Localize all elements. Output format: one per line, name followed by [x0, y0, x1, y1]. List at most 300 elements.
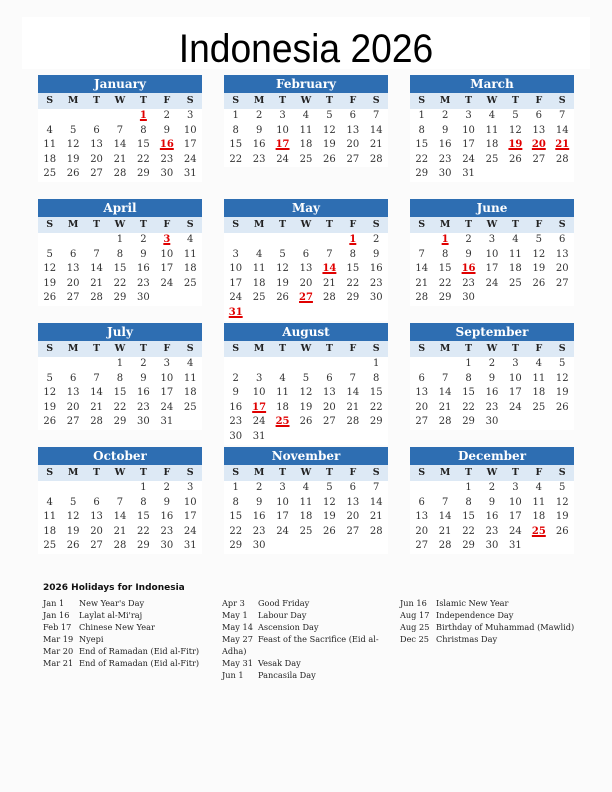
calendar-date: 16	[137, 263, 150, 275]
holiday-name: Pancasila Day	[258, 670, 316, 680]
calendar-date: 30	[160, 168, 174, 180]
calendar-date: 13	[299, 263, 313, 275]
calendar-date: 16	[369, 263, 383, 275]
calendar-date: 5	[46, 248, 53, 260]
day-of-week-label: S	[418, 467, 426, 478]
calendar-date: 17	[462, 139, 475, 151]
holiday-item	[43, 645, 219, 657]
day-of-week-label: W	[114, 343, 126, 354]
holiday-item	[222, 609, 398, 621]
calendar-date: 19	[323, 139, 336, 151]
empty-cell	[247, 357, 270, 372]
month-february	[224, 75, 388, 167]
calendar-date: 3	[512, 482, 519, 493]
calendar-date: 13	[555, 248, 569, 260]
empty-cell	[318, 233, 341, 248]
calendar-date: 24	[509, 525, 522, 537]
empty-cell	[365, 306, 388, 321]
day-of-week-label: M	[67, 343, 79, 354]
holiday-name: Independence Day	[436, 610, 514, 620]
day-of-week-label: W	[300, 343, 312, 354]
calendar-date: 10	[229, 263, 243, 275]
calendar-date: 4	[255, 248, 263, 260]
empty-cell	[318, 357, 341, 372]
calendar-date: 28	[113, 168, 127, 180]
week-row	[38, 525, 202, 540]
week-row	[224, 248, 388, 263]
month-december	[410, 447, 574, 554]
week-row	[410, 401, 574, 416]
calendar-date: 17	[183, 139, 197, 151]
week-row	[38, 496, 202, 511]
week-row	[410, 357, 574, 372]
calendar-date: 28	[323, 292, 336, 304]
holiday-date-label: Aug 17	[400, 610, 430, 620]
holiday-date-label: Feb 17	[43, 622, 72, 632]
day-of-week-label: W	[114, 467, 126, 478]
calendar-date: 11	[43, 139, 57, 151]
week-row	[224, 109, 388, 124]
calendar-date: 26	[509, 153, 522, 165]
calendar-date: 24	[183, 153, 197, 165]
holidays-column	[400, 597, 576, 645]
calendar-date: 18	[43, 153, 57, 165]
calendar-date: 21	[415, 277, 429, 289]
calendar-date: 26	[299, 416, 313, 428]
holiday-name: Labour Day	[258, 610, 307, 620]
empty-cell	[61, 109, 84, 124]
month-header: December	[410, 447, 574, 465]
calendar-date: 4	[187, 234, 194, 245]
calendar-date: 18	[183, 263, 197, 275]
holiday-date: 1	[441, 234, 449, 245]
empty-cell	[85, 109, 108, 124]
day-of-week-label: T	[93, 467, 101, 478]
day-of-week-row	[38, 217, 202, 233]
calendar-date: 21	[113, 525, 127, 537]
calendar-date: 2	[441, 110, 449, 121]
calendar-date: 27	[66, 416, 80, 428]
day-of-week-label: S	[46, 343, 54, 354]
week-row	[38, 386, 202, 401]
calendar-date: 6	[535, 110, 542, 121]
calendar-date: 15	[438, 263, 452, 275]
holiday-date: 31	[228, 306, 243, 318]
day-of-week-label: S	[46, 219, 54, 230]
calendar-date: 19	[276, 277, 289, 289]
empty-cell	[504, 167, 527, 182]
empty-cell	[61, 481, 84, 496]
day-of-week-label: T	[139, 467, 147, 478]
calendar-date: 16	[438, 139, 452, 151]
holiday-item	[43, 657, 219, 669]
calendar-date: 24	[160, 277, 174, 289]
empty-cell	[271, 430, 294, 445]
page-title: Indonesia 2026	[178, 27, 434, 71]
empty-cell	[224, 357, 247, 372]
calendar-date: 14	[346, 387, 360, 399]
calendar-date: 24	[462, 153, 475, 165]
calendar-date: 18	[532, 387, 546, 399]
calendar-date: 30	[369, 292, 383, 304]
holiday-date-label: Mar 19	[43, 634, 74, 644]
day-of-week-label: S	[372, 467, 380, 478]
week-row	[224, 124, 388, 139]
week-row	[38, 415, 202, 430]
day-of-week-label: M	[67, 95, 79, 106]
calendar-date: 16	[160, 511, 174, 523]
calendar-date: 18	[509, 263, 522, 275]
calendar-date: 6	[302, 248, 310, 260]
calendar-date: 2	[488, 358, 496, 369]
calendar-date: 1	[116, 234, 124, 245]
empty-cell	[480, 167, 503, 182]
calendar-date: 19	[299, 401, 313, 413]
calendar-date: 13	[415, 511, 429, 523]
empty-cell	[38, 481, 61, 496]
calendar-date: 10	[276, 124, 289, 136]
calendar-date: 6	[349, 110, 356, 121]
week-row	[38, 153, 202, 168]
month-header: March	[410, 75, 574, 93]
holiday-date-label: May 31	[222, 658, 253, 668]
day-of-week-label: T	[325, 95, 333, 106]
calendar-date: 7	[349, 372, 356, 384]
day-of-week-label: W	[300, 467, 312, 478]
calendar-date: 20	[346, 511, 360, 523]
calendar-date: 17	[160, 387, 174, 399]
day-of-week-row	[38, 341, 202, 357]
empty-cell	[247, 233, 270, 248]
calendar-date: 12	[43, 263, 57, 275]
empty-cell	[341, 306, 364, 321]
week-row	[410, 291, 574, 306]
calendar-date: 26	[532, 277, 546, 289]
empty-cell	[433, 481, 456, 496]
calendar-date: 7	[373, 110, 380, 121]
calendar-date: 28	[346, 416, 360, 428]
calendar-date: 16	[252, 511, 266, 523]
day-of-week-label: T	[93, 95, 101, 106]
calendar-date: 1	[232, 110, 239, 121]
week-row	[38, 124, 202, 139]
calendar-date: 14	[369, 496, 383, 508]
holiday-name: Birthday of Muhammad (Mawlid)	[436, 622, 575, 632]
empty-cell	[271, 233, 294, 248]
calendar-date: 8	[373, 372, 380, 384]
calendar-date: 10	[183, 496, 197, 508]
week-row	[38, 357, 202, 372]
calendar-date: 8	[232, 496, 239, 508]
day-of-week-label: F	[535, 343, 543, 354]
calendar-date: 21	[369, 139, 383, 151]
calendar-date: 23	[137, 277, 150, 289]
day-of-week-label: F	[535, 467, 543, 478]
empty-cell	[318, 539, 341, 554]
week-row	[410, 481, 574, 496]
holiday-item	[222, 633, 398, 657]
calendar-date: 13	[532, 124, 546, 136]
calendar-date: 20	[415, 401, 429, 413]
day-of-week-label: T	[279, 467, 287, 478]
empty-cell	[480, 291, 503, 306]
holiday-item	[222, 657, 398, 669]
calendar-date: 1	[465, 482, 472, 493]
calendar-date: 16	[252, 139, 266, 151]
calendar-date: 21	[90, 277, 103, 289]
empty-cell	[551, 291, 574, 306]
holiday-item	[400, 609, 576, 621]
calendar-date: 2	[488, 482, 496, 493]
calendar-date: 26	[555, 525, 569, 537]
calendar-date: 22	[229, 153, 243, 165]
calendar-date: 9	[488, 372, 496, 384]
calendar-date: 18	[532, 511, 546, 523]
calendar-date: 11	[183, 372, 197, 384]
empty-cell	[410, 357, 433, 372]
day-of-week-row	[224, 217, 388, 233]
empty-cell	[341, 357, 364, 372]
month-january	[38, 75, 202, 182]
calendar-date: 7	[326, 248, 333, 260]
empty-cell	[271, 357, 294, 372]
week-row	[410, 233, 574, 248]
calendar-date: 27	[346, 525, 360, 537]
calendar-date: 18	[276, 401, 289, 413]
week-row	[224, 138, 388, 153]
calendar-date: 12	[323, 124, 336, 136]
holiday-date: 20	[531, 139, 546, 151]
empty-cell	[294, 430, 317, 445]
calendar-date: 27	[532, 153, 546, 165]
calendar-date: 3	[512, 358, 519, 369]
calendar-date: 11	[252, 263, 266, 275]
holiday-date-label: Mar 21	[43, 658, 74, 668]
day-of-week-label: T	[325, 467, 333, 478]
empty-cell	[85, 481, 108, 496]
calendar-date: 21	[346, 401, 360, 413]
holiday-item	[400, 633, 576, 645]
calendar-date: 27	[415, 416, 429, 428]
empty-cell	[527, 291, 550, 306]
calendar-date: 6	[326, 372, 333, 384]
calendar-date: 20	[299, 277, 313, 289]
holiday-date-label: Jan 1	[43, 598, 65, 608]
calendar-date: 8	[418, 124, 425, 136]
month-september	[410, 323, 574, 430]
calendar-date: 3	[187, 482, 194, 493]
calendar-date: 7	[116, 496, 124, 508]
calendar-date: 29	[438, 292, 452, 304]
calendar-date: 4	[46, 124, 53, 136]
calendar-date: 23	[462, 277, 475, 289]
calendar-date: 31	[252, 430, 266, 442]
week-row	[410, 124, 574, 139]
day-of-week-label: T	[465, 95, 473, 106]
calendar-date: 3	[465, 110, 472, 121]
calendar-date: 20	[66, 277, 80, 289]
week-row	[410, 386, 574, 401]
calendar-date: 18	[299, 511, 313, 523]
calendar-date: 19	[66, 153, 80, 165]
calendar-date: 23	[252, 153, 266, 165]
day-of-week-label: M	[439, 467, 451, 478]
month-header: August	[224, 323, 388, 341]
week-row	[38, 167, 202, 182]
calendar-date: 8	[116, 372, 124, 384]
calendar-date: 29	[113, 416, 127, 428]
calendar-date: 22	[369, 401, 383, 413]
calendar-date: 4	[302, 110, 310, 121]
calendar-date: 14	[438, 387, 452, 399]
calendar-date: 30	[160, 540, 174, 552]
calendar-date: 29	[137, 168, 150, 180]
day-of-week-row	[224, 465, 388, 481]
week-row	[410, 167, 574, 182]
day-of-week-label: F	[535, 95, 543, 106]
day-of-week-label: T	[139, 95, 147, 106]
day-of-week-label: M	[253, 467, 265, 478]
calendar-date: 27	[555, 277, 569, 289]
empty-cell	[179, 291, 202, 306]
empty-cell	[410, 233, 433, 248]
calendar-date: 9	[255, 124, 263, 136]
empty-cell	[61, 357, 84, 372]
calendar-date: 1	[116, 358, 124, 369]
day-of-week-label: W	[114, 219, 126, 230]
empty-cell	[365, 539, 388, 554]
calendar-date: 2	[373, 234, 380, 245]
calendar-date: 5	[512, 110, 519, 121]
week-row	[410, 525, 574, 540]
calendar-date: 22	[462, 401, 475, 413]
calendar-date: 23	[160, 525, 174, 537]
empty-cell	[61, 233, 84, 248]
calendar-date: 19	[555, 387, 569, 399]
day-of-week-label: S	[46, 95, 54, 106]
empty-cell	[527, 539, 550, 554]
day-of-week-label: T	[279, 343, 287, 354]
calendar-date: 21	[113, 153, 127, 165]
holiday-date-label: Jun 1	[222, 670, 244, 680]
day-of-week-label: S	[186, 467, 194, 478]
calendar-date: 24	[183, 525, 197, 537]
day-of-week-label: W	[300, 219, 312, 230]
calendar-date: 26	[66, 168, 80, 180]
day-of-week-label: M	[253, 95, 265, 106]
holiday-item	[43, 609, 219, 621]
day-of-week-label: F	[349, 467, 357, 478]
calendar-date: 12	[509, 124, 522, 136]
holiday-item	[222, 597, 398, 609]
holiday-date-label: Jun 16	[400, 598, 427, 608]
calendar-date: 15	[137, 139, 150, 151]
empty-cell	[294, 306, 317, 321]
calendar-date: 1	[140, 482, 147, 493]
calendar-date: 13	[346, 124, 360, 136]
calendar-date: 2	[140, 234, 147, 245]
calendar-date: 14	[90, 387, 103, 399]
calendar-date: 25	[299, 153, 313, 165]
calendar-date: 3	[163, 358, 170, 369]
week-row	[224, 277, 388, 292]
calendar-date: 27	[90, 540, 103, 552]
holiday-date: 16	[159, 139, 174, 151]
week-row	[38, 233, 202, 248]
calendar-date: 15	[137, 511, 150, 523]
calendar-date: 13	[323, 387, 336, 399]
day-of-week-row	[224, 93, 388, 109]
calendar-date: 5	[69, 124, 77, 136]
empty-cell	[108, 481, 131, 496]
holiday-name: Chinese New Year	[79, 622, 155, 632]
holiday-date: 27	[299, 292, 313, 304]
calendar-date: 20	[323, 401, 336, 413]
day-of-week-label: F	[163, 95, 171, 106]
month-header: February	[224, 75, 388, 93]
holiday-name: Nyepi	[79, 634, 104, 644]
calendar-date: 5	[535, 234, 542, 245]
day-of-week-label: W	[486, 219, 498, 230]
calendar-date: 12	[555, 372, 569, 384]
calendar-date: 12	[43, 387, 57, 399]
holiday-date: 3	[163, 234, 171, 245]
empty-cell	[108, 109, 131, 124]
day-of-week-label: M	[439, 219, 451, 230]
calendar-date: 6	[69, 372, 77, 384]
day-of-week-label: T	[325, 219, 333, 230]
calendar-date: 11	[43, 511, 57, 523]
day-of-week-label: S	[186, 219, 194, 230]
empty-cell	[38, 357, 61, 372]
day-of-week-label: S	[418, 219, 426, 230]
holidays-column	[222, 597, 398, 681]
calendar-date: 13	[415, 387, 429, 399]
calendar-date: 1	[465, 358, 472, 369]
week-row	[38, 138, 202, 153]
calendar-date: 2	[465, 234, 472, 245]
empty-cell	[433, 357, 456, 372]
calendar-date: 27	[90, 168, 103, 180]
holiday-item	[43, 633, 219, 645]
day-of-week-row	[410, 217, 574, 233]
empty-cell	[294, 233, 317, 248]
week-row	[410, 138, 574, 153]
calendar-date: 5	[279, 248, 286, 260]
calendar-date: 25	[43, 168, 57, 180]
day-of-week-label: T	[511, 95, 519, 106]
holiday-name: Feast of the Sacrifice (Eid al-Adha)	[222, 634, 379, 656]
day-of-week-label: S	[558, 219, 566, 230]
holiday-item	[43, 597, 219, 609]
holiday-date: 17	[252, 401, 267, 413]
calendar-date: 25	[43, 540, 57, 552]
calendar-date: 9	[465, 248, 472, 260]
calendar-date: 28	[555, 153, 569, 165]
calendar-date: 29	[137, 540, 150, 552]
calendar-date: 17	[160, 263, 174, 275]
calendar-date: 14	[369, 124, 383, 136]
day-of-week-label: M	[253, 219, 265, 230]
holiday-date: 19	[508, 139, 523, 151]
calendar-date: 5	[326, 482, 333, 493]
empty-cell	[224, 233, 247, 248]
week-row	[224, 357, 388, 372]
day-of-week-label: F	[349, 343, 357, 354]
calendar-date: 9	[373, 248, 380, 260]
calendar-date: 6	[93, 124, 100, 136]
calendar-date: 25	[509, 277, 522, 289]
